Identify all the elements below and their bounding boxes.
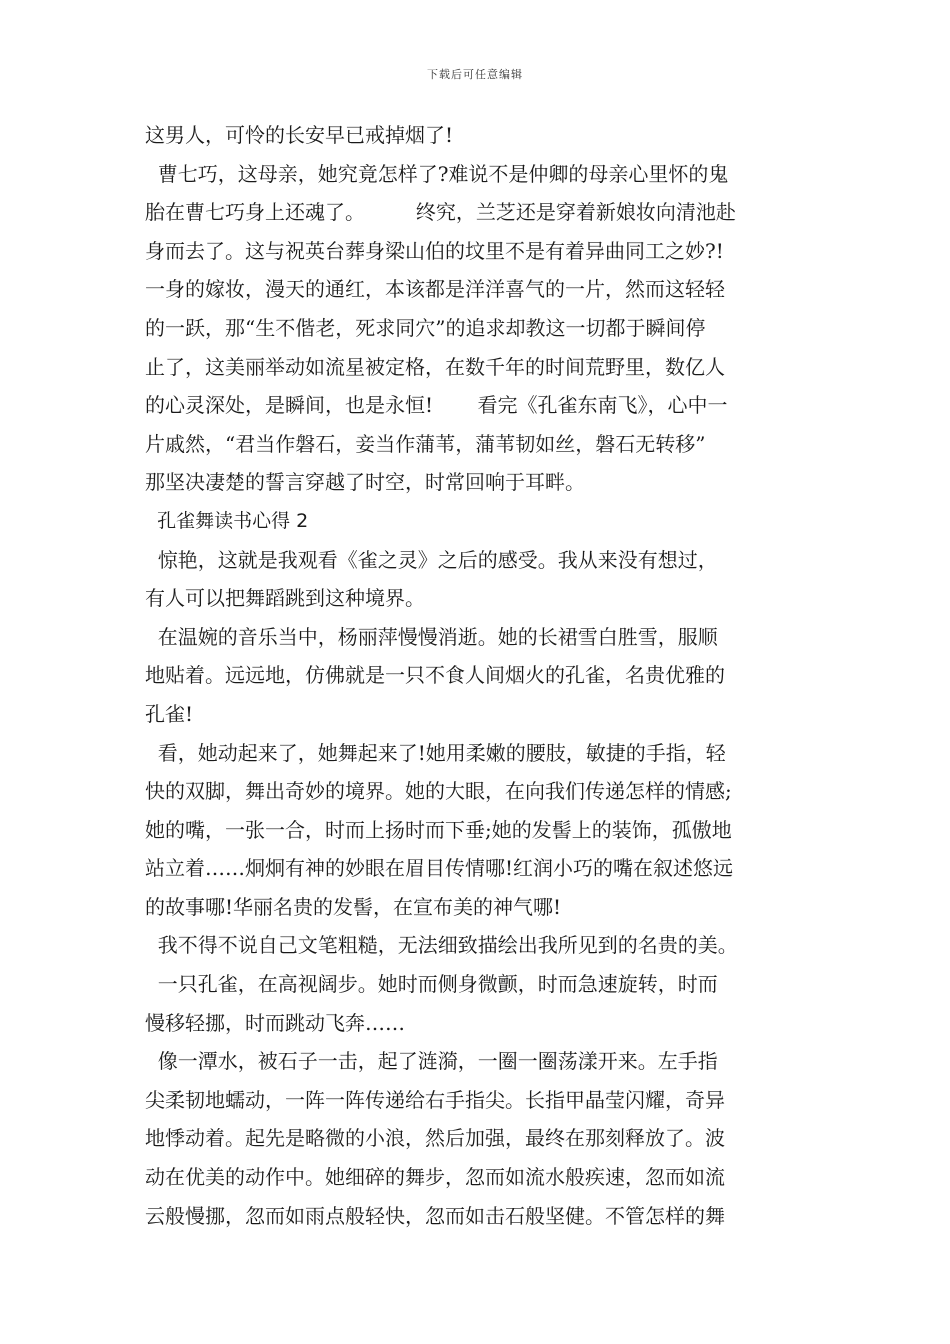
text-line: 尖柔韧地蠕动，一阵一阵传递给右手指尖。长指甲晶莹闪耀，奇异 [145, 1087, 725, 1112]
text-line: 动在优美的动作中。她细碎的舞步，忽而如流水般疾速，忽而如流 [145, 1165, 725, 1190]
text-line: 的一跃，那“生不偕老，死求同穴”的追求却教这一切都于瞬间停 [145, 315, 706, 340]
text-line: 地贴着。远远地，仿佛就是一只不食人间烟火的孔雀，名贵优雅的 [145, 663, 725, 688]
text-line: 一身的嫁妆，漫天的通红，本该都是洋洋喜气的一片，然而这轻轻 [145, 277, 725, 302]
text-line: 看，她动起来了，她舞起来了!她用柔嫩的腰肢，敏捷的手指，轻 [145, 740, 726, 765]
section-heading: 孔雀舞读书心得 2 [145, 509, 309, 532]
text-line: 快的双脚，舞出奇妙的境界。她的大眼，在向我们传递怎样的情感; [145, 779, 732, 804]
text-line: 像一潭水，被石子一击，起了涟漪，一圈一圈荡漾开来。左手指 [145, 1049, 718, 1074]
page-header: 下载后可任意编辑 [427, 68, 523, 81]
text-line: 地悸动着。起先是略微的小浪，然后加强，最终在那刻释放了。波 [145, 1126, 725, 1151]
text-line: 止了，这美丽举动如流星被定格，在数千年的时间荒野里，数亿人 [145, 354, 725, 379]
text-line: 孔雀! [145, 701, 194, 726]
text-line: 胎在曹七巧身上还魂了。 终究，兰芝还是穿着新娘妆向清池赴 [145, 200, 736, 225]
text-line: 站立着……炯炯有神的妙眼在眉目传情哪!红润小巧的嘴在叙述悠远 [145, 856, 734, 881]
text-line: 片戚然，“君当作磐石，妾当作蒲苇，蒲苇韧如丝，磐石无转移” [145, 431, 706, 456]
text-line: 在温婉的音乐当中，杨丽萍慢慢消逝。她的长裙雪白胜雪，服顺 [145, 624, 718, 649]
text-line: 惊艳，这就是我观看《雀之灵》之后的感受。我从来没有想过， [145, 547, 718, 572]
text-line: 的故事哪!华丽名贵的发髻，在宣布美的神气哪! [145, 894, 562, 919]
document-body [145, 116, 809, 1235]
text-line: 那坚决凄楚的誓言穿越了时空，时常回响于耳畔。 [145, 470, 585, 495]
text-line: 慢移轻挪，时而跳动飞奔…… [145, 1010, 405, 1035]
text-line: 有人可以把舞蹈跳到这种境界。 [145, 586, 425, 611]
text-line: 的心灵深处，是瞬间，也是永恒! 看完《孔雀东南飞》，心中一 [145, 393, 728, 418]
text-line: 一只孔雀，在高视阔步。她时而侧身微颤，时而急速旋转，时而 [145, 972, 718, 997]
text-line: 我不得不说自己文笔粗糙，无法细致描绘出我所见到的名贵的美。 [145, 933, 738, 958]
text-line: 曹七巧，这母亲，她究竟怎样了?难说不是仲卿的母亲心里怀的鬼 [145, 161, 729, 186]
text-line: 这男人，可怜的长安早已戒掉烟了! [145, 123, 454, 147]
text-line: 她的嘴，一张一合，时而上扬时而下垂;她的发髻上的装饰，孤傲地 [145, 817, 732, 842]
text-line: 身而去了。这与祝英台葬身梁山伯的坟里不是有着异曲同工之妙?! [145, 238, 724, 263]
text-line: 云般慢挪，忽而如雨点般轻快，忽而如击石般坚健。不管怎样的舞 [145, 1203, 725, 1228]
